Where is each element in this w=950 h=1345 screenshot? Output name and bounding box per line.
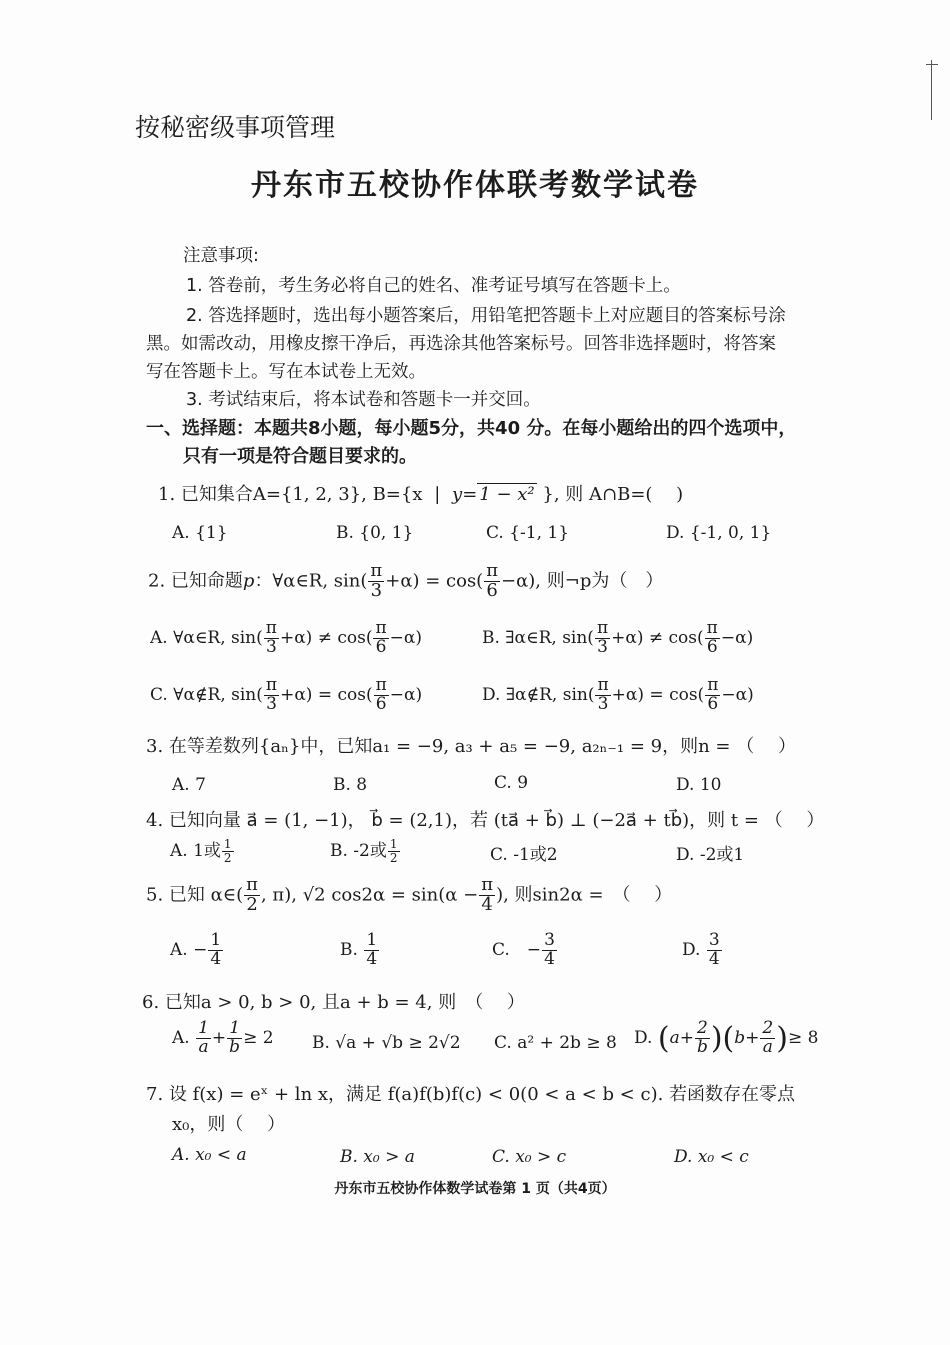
q2-c-mid: +α) = cos(: [280, 684, 373, 705]
question-7-stem-line-1: 7. 设 f(x) = eˣ + ln x，满足 f(a)f(b)f(c) < 0(0 < a < b < c). 若函数存在零点: [146, 1084, 796, 1105]
q6-d-b: b: [734, 1027, 746, 1048]
q2-a-mid: +α) ≠ cos(: [279, 627, 373, 648]
q5-option-d: [682, 932, 723, 969]
q3-option-d: D. 10: [676, 775, 722, 795]
q6-a-frac1-den: a: [198, 1036, 209, 1057]
q2-option-d: [482, 677, 754, 714]
q6-option-a: A. $\frac{1}{a}$ + $\frac{1}{b}$ ≥ 2: [172, 1018, 274, 1057]
q6-d-pre: D.: [634, 1027, 653, 1048]
q2-b-frac2-den: 6: [706, 636, 718, 657]
question-3-stem: 3. 在等差数列{aₙ}中，已知a₁ = −9, a₃ + a₅ = −9, a₂ₙ₋₁ = 9，则n = （ ）: [146, 736, 796, 757]
q5-b-pre: B.: [340, 939, 358, 960]
q6-a-pre: A.: [172, 1027, 190, 1048]
q7-option-c: C. x₀ > c: [492, 1147, 567, 1167]
q2-a-frac1-num: π: [265, 618, 277, 638]
q6-a-tail: ≥ 2: [243, 1027, 274, 1048]
q2-c-frac2-num: π: [375, 675, 387, 695]
q2-a-frac2-den: 6: [375, 636, 387, 657]
q2-option-b: [482, 620, 753, 657]
q5-a-den: 4: [210, 948, 222, 969]
q2-a-frac1-den: 3: [265, 636, 277, 657]
q3-option-b: B. 8: [333, 775, 368, 795]
q5-stem-tail: ), 则sin2α = （ ）: [496, 884, 673, 906]
q3-option-a: A. 7: [172, 775, 206, 795]
q2-b-frac2-num: π: [706, 618, 718, 638]
q5-option-c: [492, 932, 558, 969]
q5-d-num: 3: [708, 930, 720, 950]
notice-item-1: 1. 答卷前，考生务必将自己的姓名、准考证号填写在答题卡上。: [186, 276, 681, 296]
q2-b-frac1-den: 3: [597, 636, 608, 657]
section-heading-line-2: 只有一项是符合题目要求的。: [183, 446, 417, 467]
notice-heading: 注意事项:: [183, 246, 259, 266]
q5-b-den: 4: [366, 948, 378, 969]
q5-frac2-num: π: [481, 874, 494, 895]
q4-option-b: [330, 836, 401, 865]
question-2-stem: [148, 562, 663, 601]
scan-edge-tick: [926, 64, 938, 65]
q2-d-frac2-den: 6: [707, 693, 719, 714]
exam-title: 丹东市五校协作体联考数学试卷: [251, 168, 699, 203]
q5-a-pre: A. −: [170, 939, 208, 960]
q2-d-frac1-num: π: [597, 675, 609, 695]
q3-option-c: C. 9: [494, 773, 529, 793]
q5-stem-mid: , π), √2 cos2α = sin(α −: [260, 884, 479, 906]
q1-stem-tail: }, 则 A∩B=( ): [542, 484, 684, 505]
q2-option-a: [150, 620, 422, 657]
q2-frac2-den: 6: [486, 579, 498, 601]
q2-stem-pre: 2. 已知命题: [148, 570, 243, 592]
q4-option-c: C. -1或2: [490, 845, 558, 865]
q1-stem-text: 1. 已知集合A={1, 2, 3}, B={x: [158, 484, 423, 505]
q6-d-frac2-num: 2: [762, 1018, 774, 1038]
q2-a-tail: −α): [389, 627, 423, 648]
question-5-stem: [146, 876, 672, 915]
q1-option-a: A. {1}: [172, 523, 228, 543]
q2-a-frac2-num: π: [375, 618, 387, 638]
q4-option-a: [170, 836, 235, 865]
q5-c-num: 3: [544, 930, 555, 950]
q4-b-half-num: 1: [389, 837, 398, 852]
notice-item-3: 3. 考试结束后，将本试卷和答题卡一并交回。: [186, 390, 541, 410]
q2-stem-mid2: +α) = cos(: [385, 570, 484, 592]
q1-option-b: B. {0, 1}: [336, 523, 414, 543]
q7-option-d: D. x₀ < c: [674, 1147, 749, 1167]
q6-d-tail: ≥ 8: [787, 1027, 819, 1048]
q2-b-mid: +α) ≠ cos(: [611, 627, 704, 648]
q5-d-pre: D.: [682, 939, 701, 960]
q2-d-frac1-den: 3: [597, 693, 609, 714]
q6-d-frac2-den: a: [762, 1036, 773, 1057]
q4-a-pre: A. 1或: [170, 841, 221, 861]
q6-a-frac2-den: b: [229, 1036, 241, 1057]
q2-d-tail: −α): [721, 684, 754, 705]
question-1-stem: 1. 已知集合A={1, 2, 3}, B={x | y= 1 − x² }, 则 A∩B=( ): [158, 484, 684, 505]
notice-item-2-line-3: 写在答题卡上。写在本试卷上无效。: [146, 362, 426, 382]
scan-edge-mark: [931, 60, 932, 120]
q2-option-c: [150, 677, 422, 714]
q5-stem-pre: 5. 已知 α∈(: [146, 884, 244, 906]
question-6-stem: 6. 已知a > 0, b > 0, 且a + b = 4, 则 （ ）: [142, 992, 525, 1013]
q2-frac2-num: π: [486, 560, 499, 581]
secret-label: 按秘密级事项管理: [135, 113, 336, 142]
q5-b-num: 1: [366, 930, 378, 950]
question-4-stem: 4. 已知向量 a⃗ = (1, −1)， b⃗ = (2,1)，若 (ta⃗ + b⃗) ⊥ (−2a⃗ + tb⃗)，则 t = （ ）: [146, 810, 825, 831]
q4-a-half-num: 1: [223, 837, 232, 852]
q6-option-c: C. a² + 2b ≥ 8: [494, 1033, 617, 1053]
notice-item-2-line-1: 2. 答选择题时，选出每小题答案后，用铅笔把答题卡上对应题目的答案标号涂: [186, 306, 786, 326]
q2-frac1-num: π: [370, 560, 383, 581]
q6-d-a: a: [669, 1027, 680, 1048]
q2-d-mid: +α) = cos(: [611, 684, 705, 705]
q4-b-half-den: 2: [389, 851, 398, 865]
q2-c-frac1-den: 3: [266, 693, 277, 714]
q2-b-frac1-num: π: [596, 618, 609, 638]
q5-option-a: [170, 932, 224, 969]
q2-proposition-p: p: [242, 570, 255, 592]
section-heading-line-1: 一、选择题：本题共8小题，每小题5分，共40 分。在每小题给出的四个选项中，: [146, 418, 797, 439]
q5-c-den: 4: [544, 948, 555, 969]
q1-option-d: D. {-1, 0, 1}: [666, 523, 772, 543]
q6-option-b: B. √a + √b ≥ 2√2: [312, 1033, 461, 1053]
q6-d-frac1-num: 2: [695, 1020, 710, 1039]
q6-option-d: D. (a+ $\frac{2}{b}$ )(b+ $\frac{2}{a}$ )≥ 8: [634, 1018, 819, 1057]
q2-c-tail: −α): [389, 684, 423, 705]
q4-option-d: D. -2或1: [676, 845, 745, 865]
q2-d-frac2-num: π: [707, 675, 719, 695]
notice-item-2-line-2: 黑。如需改动，用橡皮擦干净后，再选涂其他答案标号。回答非选择题时，将答案: [146, 334, 776, 354]
q6-a-frac1-num: 1: [198, 1018, 209, 1038]
q2-c-frac1-num: π: [265, 675, 278, 695]
question-7-stem-line-2: x₀，则（ ）: [172, 1114, 286, 1135]
q5-frac1-den: 2: [246, 893, 258, 915]
q5-frac1-num: π: [246, 874, 258, 895]
q2-stem-mid: ：∀α∈R, sin(: [254, 570, 368, 592]
q2-d-pre: D. ∃α∉R, sin(: [482, 684, 595, 705]
q5-c-pre: C. −: [492, 939, 542, 960]
q2-b-tail: −α): [720, 627, 754, 648]
q5-option-b: [340, 932, 380, 969]
q4-b-pre: B. -2或: [330, 841, 387, 861]
q5-d-den: 4: [708, 948, 720, 969]
q1-condition: y=: [452, 484, 478, 505]
q2-frac1-den: 3: [370, 579, 383, 601]
q1-radicand: 1 − x²: [479, 484, 535, 505]
q7-option-a: A. x₀ < a: [172, 1145, 247, 1165]
q2-a-pre: A. ∀α∈R, sin(: [150, 627, 263, 648]
q5-a-num: 1: [210, 930, 222, 950]
q2-c-frac2-den: 6: [375, 693, 387, 714]
q2-b-pre: B. ∃α∈R, sin(: [482, 627, 594, 648]
q5-frac2-den: 4: [481, 893, 493, 915]
q6-a-frac2-num: 1: [227, 1020, 242, 1039]
q2-stem-tail: −α), 则¬p为（ ）: [501, 570, 664, 592]
q6-d-frac1-den: b: [696, 1036, 708, 1057]
q7-option-b: B. x₀ > a: [340, 1147, 415, 1167]
q2-c-pre: C. ∀α∉R, sin(: [150, 684, 263, 705]
q4-a-half-den: 2: [223, 851, 232, 865]
page-footer: 丹东市五校协作体数学试卷第 1 页（共4页）: [334, 1181, 616, 1197]
q1-option-c: C. {-1, 1}: [486, 523, 570, 543]
